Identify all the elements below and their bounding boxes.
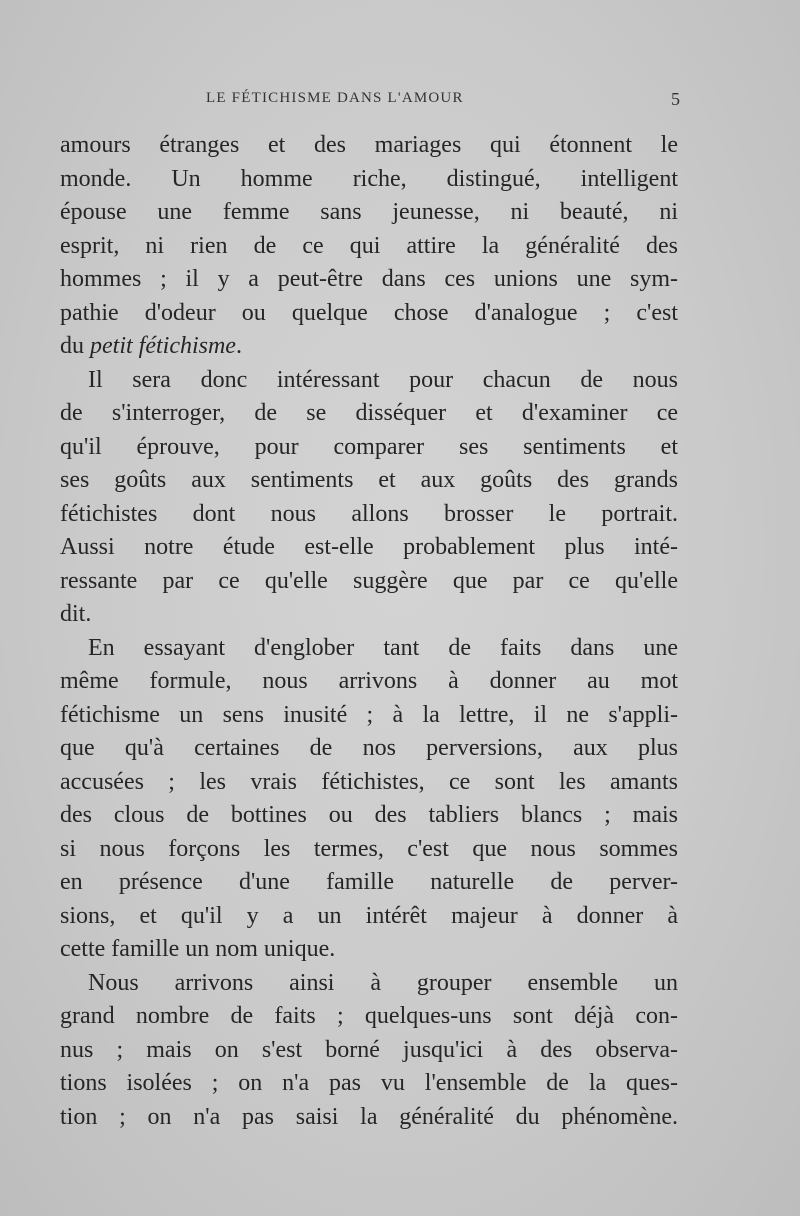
text-line: épouse une femme sans jeunesse, ni beauté, ni <box>60 199 678 225</box>
text-line: cette famille un nom unique. <box>60 936 336 962</box>
line-text-start: du <box>60 333 90 359</box>
text-line: fétichistes dont nous allons brosser le portrait. <box>60 500 678 527</box>
text-line: des clous de bottines ou des tabliers blancs ; mais <box>60 802 678 828</box>
page-number: 5 <box>671 89 680 109</box>
text-line: que qu'à certaines de nos perversions, aux plus <box>60 735 678 761</box>
text-line: en présence d'une famille naturelle de perver- <box>60 869 678 895</box>
running-header <box>60 90 680 114</box>
text-line: Nous arrivons ainsi à grouper ensemble un <box>88 969 678 996</box>
line-text-end: . <box>235 333 242 359</box>
text-line: dit. <box>60 601 92 627</box>
text-line: ressante par ce qu'elle suggère que par ce qu'elle <box>60 567 678 594</box>
text-line: monde. Un homme riche, distingué, intelligent <box>60 165 678 192</box>
text-line: amours étranges et des mariages qui étonnent le <box>60 132 678 158</box>
text-line: Il sera donc intéressant pour chacun de nous <box>88 366 678 393</box>
text-line: esprit, ni rien de ce qui attire la généralité des <box>60 232 678 259</box>
text-line: fétichisme un sens inusité ; à la lettre, il ne s'appli- <box>60 701 678 728</box>
text-line: hommes ; il y a peut-être dans ces unions une sym- <box>60 266 678 292</box>
text-line: pathie d'odeur ou quelque chose d'analogue ; c'est <box>60 299 678 326</box>
italic-phrase: petit fétichisme <box>90 333 236 359</box>
text-line: tion ; on n'a pas saisi la généralité du phénomène. <box>60 1103 678 1130</box>
body-text <box>60 129 678 1134</box>
text-line: En essayant d'englober tant de faits dans une <box>88 634 678 661</box>
text-line: grand nombre de faits ; quelques-uns sont déjà con- <box>60 1003 678 1029</box>
running-title: LE FÉTICHISME DANS L'AMOUR <box>206 90 464 106</box>
text-line <box>60 330 678 364</box>
text-line: sions, et qu'il y a un intérêt majeur à donner à <box>60 902 678 929</box>
text-line: même formule, nous arrivons à donner au mot <box>60 668 678 694</box>
text-line: qu'il éprouve, pour comparer ses sentiments et <box>60 433 678 460</box>
text-line: de s'interroger, de se disséquer et d'examiner ce <box>60 400 678 426</box>
text-line: ses goûts aux sentiments et aux goûts des grands <box>60 467 678 493</box>
text-line: tions isolées ; on n'a pas vu l'ensemble de la ques- <box>60 1070 678 1096</box>
text-line: Aussi notre étude est-elle probablement plus inté- <box>60 534 678 560</box>
text-line: si nous forçons les termes, c'est que nous sommes <box>60 835 678 862</box>
text-line: nus ; mais on s'est borné jusqu'ici à des observa- <box>60 1036 678 1063</box>
text-line: accusées ; les vrais fétichistes, ce sont les amants <box>60 768 678 795</box>
